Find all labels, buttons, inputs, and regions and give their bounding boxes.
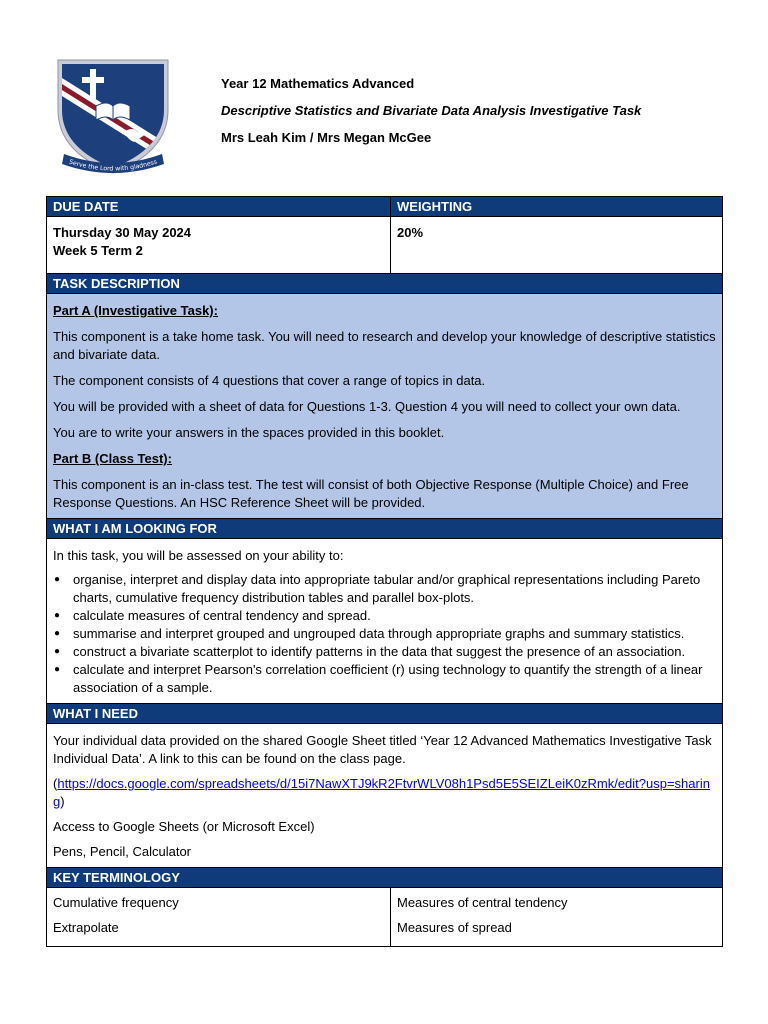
data-description: Your individual data provided on the shared Google Sheet titled ‘Year 12 Advanced Mathematics Investigative Task Individual Data’. A link to this can be found on the class page. bbox=[53, 733, 712, 766]
task-description-header: TASK DESCRIPTION bbox=[47, 274, 723, 294]
task-title: Descriptive Statistics and Bivariate Data Analysis Investigative Task bbox=[221, 103, 642, 118]
task-details-table bbox=[46, 196, 723, 947]
part-b-paragraph: This component is an in-class test. The test will consist of both Objective Response (Multiple Choice) and Free Response Questions. An HSC Reference Sheet will be provided. bbox=[53, 477, 689, 510]
looking-for-body bbox=[47, 539, 723, 704]
looking-for-intro: In this task, you will be assessed on your ability to: bbox=[53, 548, 344, 563]
key-terminology-header: KEY TERMINOLOGY bbox=[47, 868, 723, 888]
part-a-paragraph: You will be provided with a sheet of data for Questions 1-3. Question 4 you will need to collect your own data. bbox=[53, 399, 681, 414]
term: Extrapolate bbox=[53, 920, 119, 935]
part-a-heading: Part A (Investigative Task): bbox=[53, 303, 218, 318]
weighting-header: WEIGHTING bbox=[391, 197, 723, 217]
due-date: Thursday 30 May 2024 bbox=[53, 225, 192, 240]
weighting-value: 20% bbox=[391, 217, 723, 274]
part-b-heading: Part B (Class Test): bbox=[53, 451, 172, 466]
crest-motto: Serve the Lord with gladness bbox=[68, 158, 158, 173]
google-sheet-link[interactable]: https://docs.google.com/spreadsheets/d/15i7NawXTJ9kR2FtvrWLV08h1Psd5E5SEIZLeiK0zRmk/edit?usp=sharing bbox=[53, 776, 710, 809]
what-i-need-header: WHAT I NEED bbox=[47, 704, 723, 724]
teachers: Mrs Leah Kim / Mrs Megan McGee bbox=[221, 130, 432, 145]
list-item: ● organise, interpret and display data into appropriate tabular and/or graphical representations including Pareto charts, cumulative frequency distribution tables and parallel box-plots. bbox=[73, 571, 716, 607]
data-link-line bbox=[53, 775, 716, 811]
list-item: ● summarise and interpret grouped and ungrouped data through appropriate graphs and summary statistics. bbox=[73, 625, 716, 643]
list-item: ● construct a bivariate scatterplot to identify patterns in the data that suggest the presence of an association. bbox=[73, 643, 716, 661]
link-open-paren: ( bbox=[53, 776, 58, 791]
criteria-list bbox=[53, 571, 716, 697]
list-item: ● calculate measures of central tendency and spread. bbox=[73, 607, 716, 625]
task-description-body bbox=[47, 294, 723, 519]
course-title: Year 12 Mathematics Advanced bbox=[221, 76, 415, 91]
looking-for-header: WHAT I AM LOOKING FOR bbox=[47, 519, 723, 539]
term: Cumulative frequency bbox=[53, 895, 179, 910]
term: Measures of spread bbox=[397, 920, 512, 935]
what-i-need-body bbox=[47, 724, 723, 868]
part-a-paragraph: The component consists of 4 questions that cover a range of topics in data. bbox=[53, 373, 486, 388]
document-header bbox=[221, 75, 641, 156]
due-date-header: DUE DATE bbox=[47, 197, 391, 217]
part-a-paragraph: You are to write your answers in the spaces provided in this booklet. bbox=[53, 425, 445, 440]
due-date-cell bbox=[47, 217, 391, 274]
access-requirement: Access to Google Sheets (or Microsoft Excel) bbox=[53, 819, 315, 834]
terms-left-column bbox=[47, 888, 391, 947]
terms-right-column bbox=[391, 888, 723, 947]
equipment-list: Pens, Pencil, Calculator bbox=[53, 844, 192, 859]
list-item: ● calculate and interpret Pearson's correlation coefficient (r) using technology to quantify the strength of a linear association of a sample. bbox=[73, 661, 716, 697]
due-week: Week 5 Term 2 bbox=[53, 243, 143, 258]
part-a-paragraph: This component is a take home task. You will need to research and develop your knowledge of descriptive statistics and bivariate data. bbox=[53, 329, 716, 362]
school-crest-logo bbox=[52, 50, 174, 178]
link-close-paren: ) bbox=[60, 794, 65, 809]
term: Measures of central tendency bbox=[397, 895, 568, 910]
